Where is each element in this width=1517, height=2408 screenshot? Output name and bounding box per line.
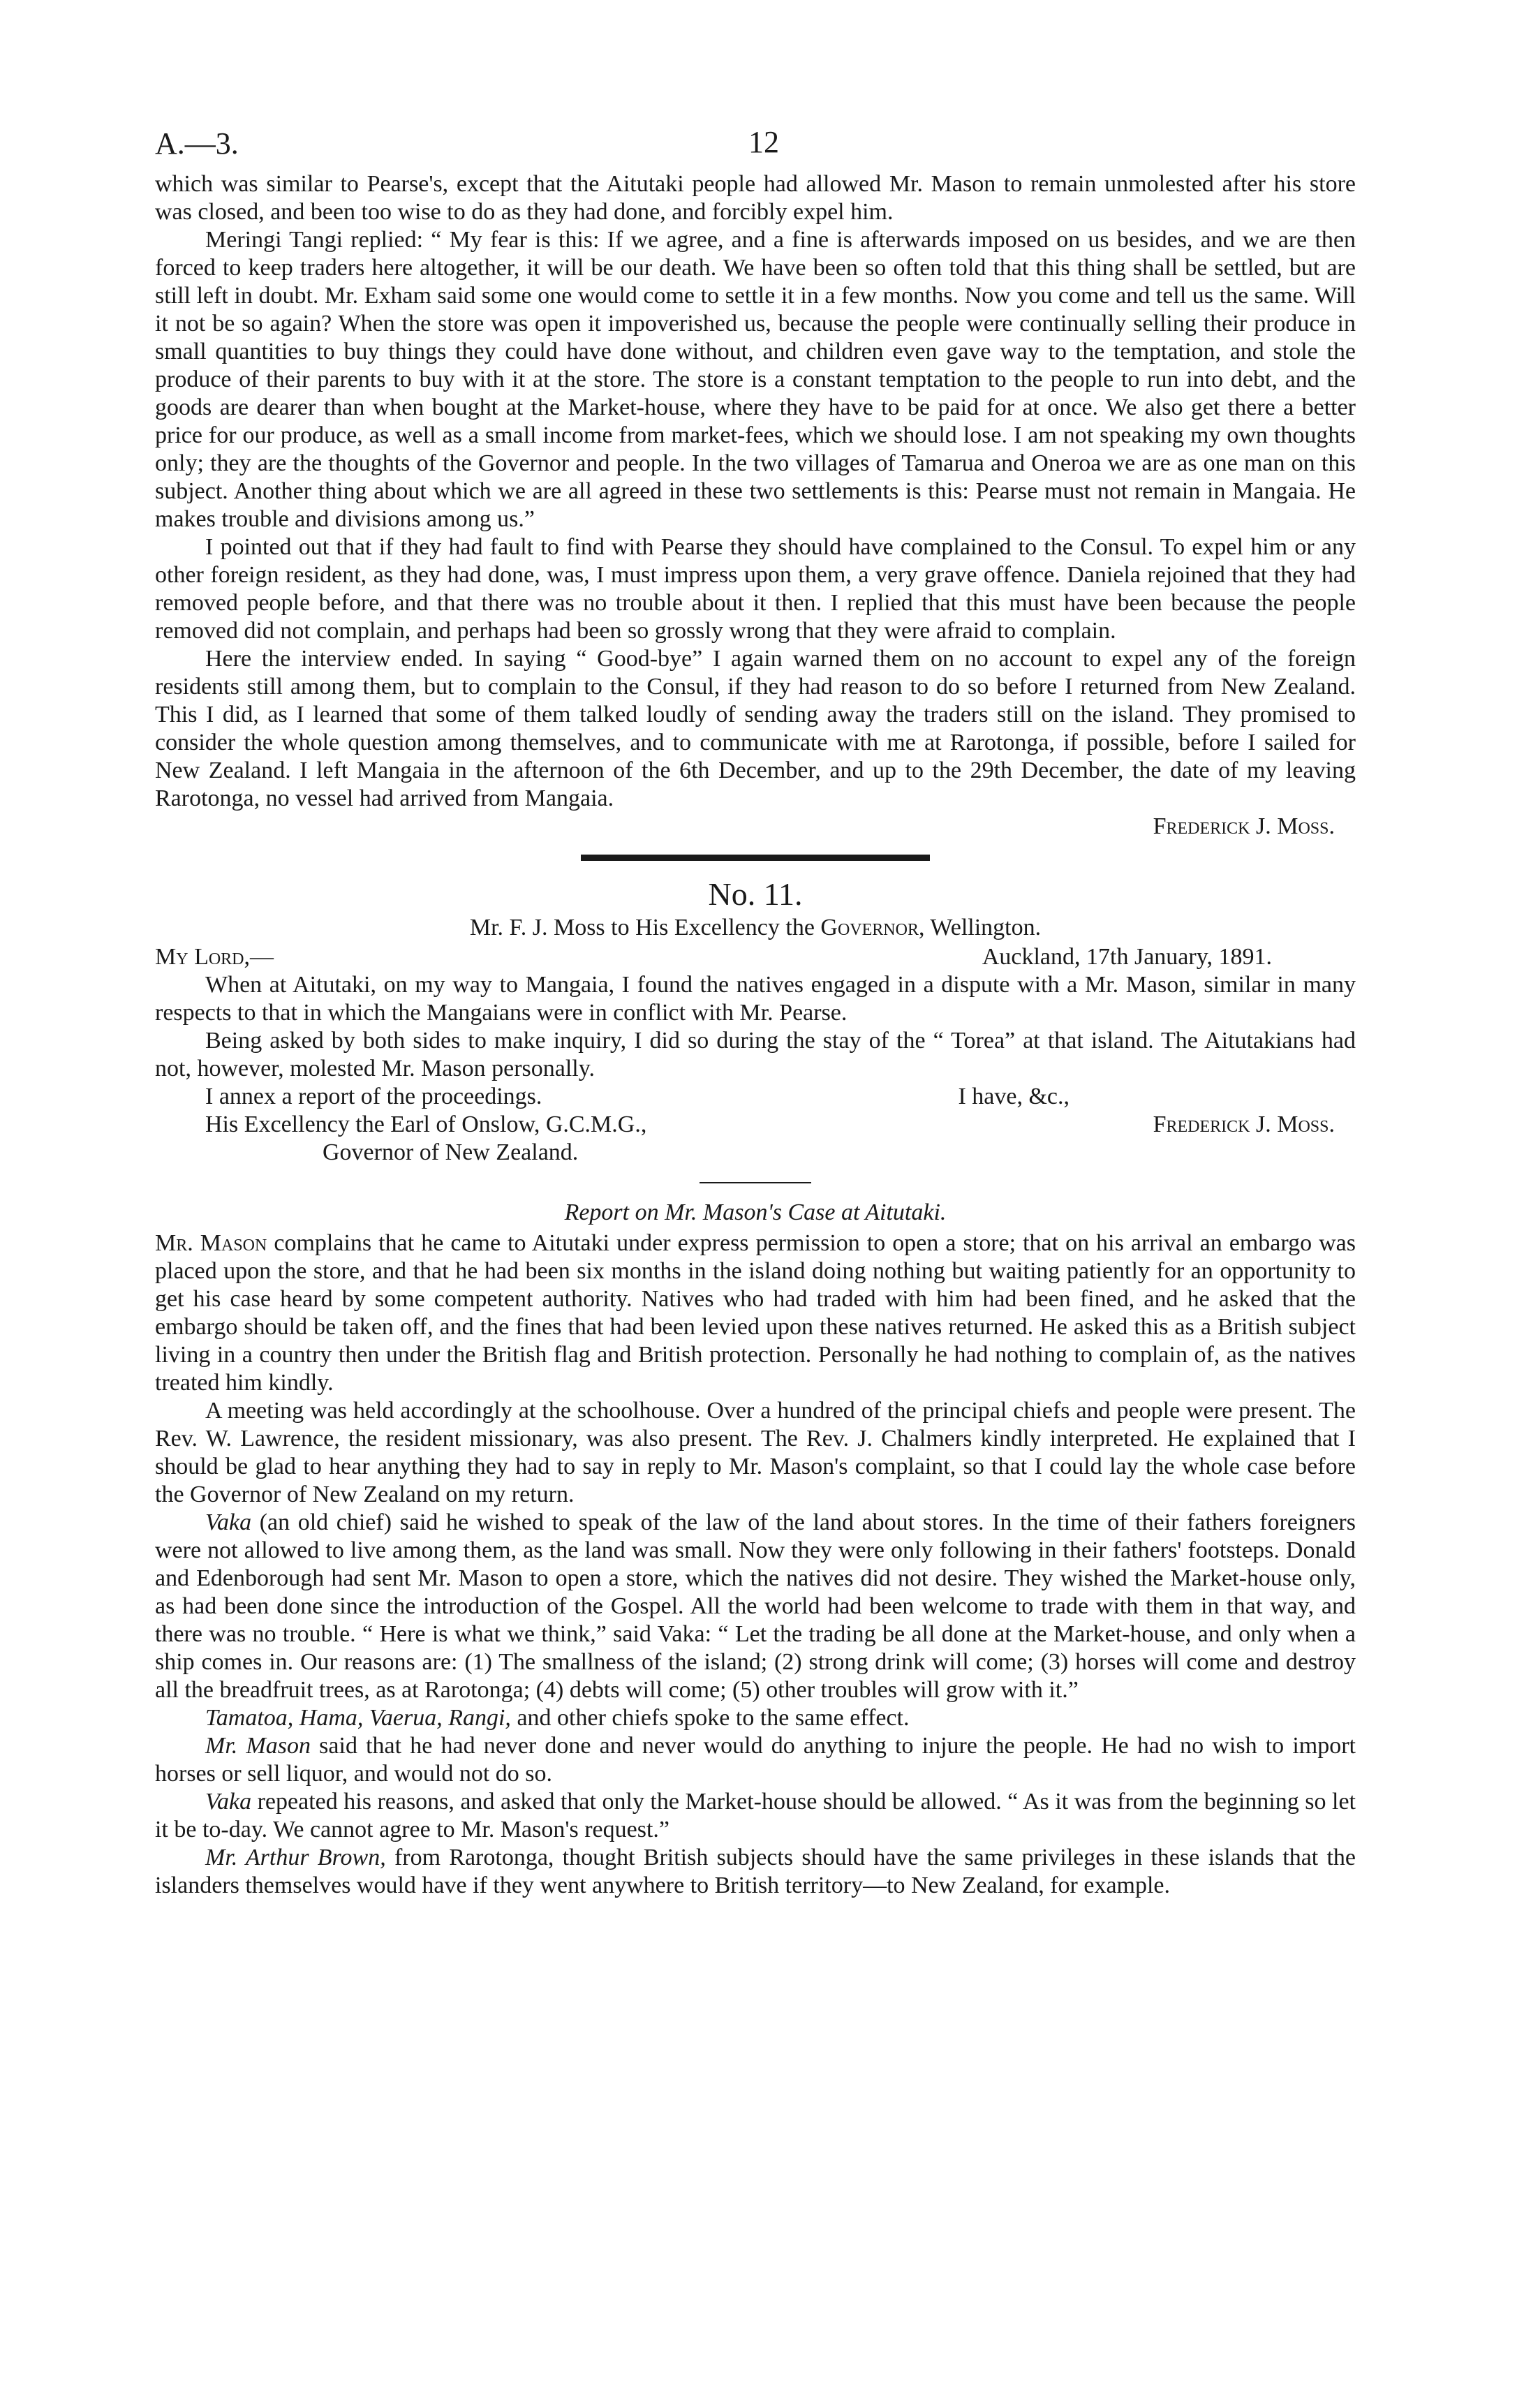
paragraph: which was similar to Pearse's, except that the Aitutaki people had allowed Mr. Mason to remain unmolested after his store was closed, and been too wise to do as they had done, and forcibly expel him. [155, 171, 1356, 225]
page-header [155, 119, 1356, 170]
addressee-row [155, 1111, 1356, 1139]
speaker: Vaka [205, 1509, 252, 1535]
speaker: Mr. Arthur Brown, [205, 1845, 386, 1870]
divider [700, 1182, 811, 1183]
speaker: Vaka [205, 1789, 252, 1815]
paragraph-text: repeated his reasons, and asked that only the Market-house should be allowed. “ As it was from the beginning so let it be to-day. We cannot agree to Mr. Mason's request.” [155, 1789, 1356, 1842]
paragraph: A meeting was held accordingly at the schoolhouse. Over a hundred of the principal chiefs and people were present. The Rev. W. Lawrence, the resident missionary, was also present. The Rev. J. Chalmers kindly interpreted. He explained that I should be glad to hear anything they had to say in reply to Mr. Mason's complaint, so that I could lay the whole case before the Governor of New Zealand on my return. [155, 1398, 1356, 1507]
speaker: Mr. Mason [205, 1733, 311, 1759]
speaker: Mr. Mason [155, 1230, 267, 1256]
paragraph [155, 1844, 1356, 1900]
closing: I have, &c., [958, 1084, 1070, 1109]
document-page [155, 119, 1356, 1900]
paragraph [155, 1509, 1356, 1704]
speaker: Tamatoa, Hama, Vaerua, Rangi, [205, 1705, 511, 1731]
title-prefix: Mr. F. J. Moss to His Excellency the [469, 915, 821, 940]
signature: Frederick J. Moss. [1153, 813, 1335, 839]
title-suffix: , Wellington. [918, 915, 1042, 940]
paragraph-text: complains that he came to Aitutaki under express permission to open a store; that on his arrival an embargo was placed upon the store, and that he had been six months in the island doing nothing but waiting patiently for an opportunity to get his case heard by some competent authority. Natives who had traded with him had been fined, and he asked that the embargo should be taken off, and the fines that had been levied upon these natives returned. He asked this as a British subject living in a country then under the British flag and British protection. Personally he had nothing to complain of, as the natives treated him kindly. [155, 1230, 1356, 1396]
salutation-row [155, 943, 1356, 971]
paragraph-text: from Rarotonga, thought British subjects should have the same privileges in these islands that the islanders themselves would have if they went anywhere to British territory—to New Zealand, for example. [155, 1845, 1356, 1898]
salutation: My Lord,— [155, 944, 274, 970]
paragraph: Here the interview ended. In saying “ Good-bye” I again warned them on no account to expel any of the foreign residents still among them, but to complain to the Consul, if they had reason to do so before I returned from New Zealand. This I did, as I learned that some of them talked loudly of sending away the traders still on the island. They promised to consider the whole question among themselves, and to communicate with me at Rarotonga, if possible, before I sailed for New Zealand. I left Mangaia in the afternoon of the 6th December, and up to the 29th December, the date of my leaving Rarotonga, no vessel had arrived from Mangaia. [155, 646, 1356, 811]
title-governor: Governor [820, 915, 919, 940]
paragraph-text: (an old chief) said he wished to speak of the law of the land about stores. In the time of their fathers foreigners were not allowed to live among them, as the land was small. Now they were only following in their fathers' footsteps. Donald and Edenborough had sent Mr. Mason to open a store, which the natives did not desire. They wished the Market-house only, as had been done since the introduction of the Gospel. All the world had been welcome to trade with them in that way, and there was no trouble. “ Here is what we think,” said Vaka: “ Let the trading be all done at the Market-house, and only when a ship comes in. Our reasons are: (1) The smallness of the island; (2) strong drink will come; (3) horses will come and destroy all the breadfruit trees, as at Rarotonga; (4) debts will come; (5) other troubles will grow with it.” [155, 1509, 1356, 1703]
addressee-title: Governor of New Zealand. [323, 1139, 579, 1165]
paragraph [155, 1704, 1356, 1732]
section-divider [581, 855, 930, 861]
page-number: 12 [748, 125, 779, 159]
document-title [155, 913, 1356, 943]
paragraph-text: said that he had never done and never would do anything to injure the people. He had no wish to import horses or sell liquor, and would not do so. [155, 1733, 1356, 1787]
report-title: Report on Mr. Mason's Case at Aitutaki. [564, 1199, 947, 1225]
place-date: Auckland, 17th January, 1891. [982, 944, 1272, 970]
paragraph: When at Aitutaki, on my way to Mangaia, I found the natives engaged in a dispute with a Mr. Mason, similar in many respects to that in which the Mangaians were in conflict with Mr. Pearse. [155, 972, 1356, 1026]
signature: Frederick J. Moss. [1153, 1111, 1335, 1137]
addressee-row [155, 1139, 1356, 1167]
paragraph: I pointed out that if they had fault to find with Pearse they should have complained to the Consul. To expel him or any other foreign resident, as they had done, was, I must impress upon them, a very grave offence. Daniela rejoined that they had removed people before, and that there was no trouble about it then. I replied that this must have been because the people removed did not complain, and perhaps had been so grossly wrong that they were afraid to complain. [155, 534, 1356, 644]
paragraph [155, 1788, 1356, 1844]
paragraph: Being asked by both sides to make inquiry, I did so during the stay of the “ Torea” at that island. The Aitutakians had not, however, molested Mr. Mason personally. [155, 1028, 1356, 1081]
document-reference: A.—3. [155, 126, 239, 161]
paragraph [155, 1732, 1356, 1788]
closing-row [155, 1083, 1356, 1111]
paragraph-text: and other chiefs spoke to the same effect. [510, 1705, 910, 1731]
document-number: No. 11. [708, 876, 803, 912]
paragraph: Meringi Tangi replied: “ My fear is this: If we agree, and a fine is afterwards imposed on us besides, and we are then forced to keep traders here altogether, it will be our death. We have been so often told that this thing shall be settled, but are still left in doubt. Mr. Exham said some one would come to settle it in a few months. Now you come and tell us the same. Will it not be so again? When the store was open it impoverished us, because the people were continually selling their produce in small quantities to buy things they could have done without, and children even gave way to the temptation, and stole the produce of their parents to buy with it at the store. The store is a constant temptation to the people to run into debt, and the goods are dearer than when bought at the Market-house, where they have to be paid for at once. We also get there a better price for our produce, as well as a small income from market-fees, which we should lose. I am not speaking my own thoughts only; they are the thoughts of the Governor and people. In the two villages of Tamarua and Oneroa we are as one man on this subject. Another thing about which we are all agreed in these two settlements is this: Pearse must not remain in Mangaia. He makes trouble and divisions among us.” [155, 227, 1356, 532]
addressee: His Excellency the Earl of Onslow, G.C.M.G., [205, 1111, 647, 1137]
annex-line: I annex a report of the proceedings. [205, 1084, 542, 1109]
paragraph [155, 1229, 1356, 1397]
